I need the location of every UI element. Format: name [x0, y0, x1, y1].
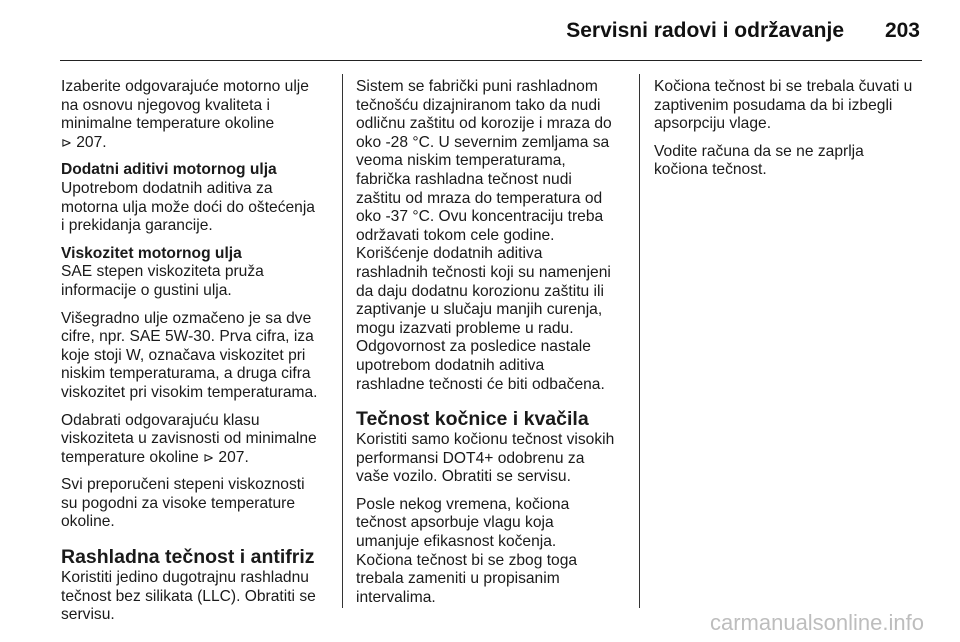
column-2	[356, 78, 628, 616]
header-divider	[60, 60, 922, 61]
subheading: Viskozitet motornog ulja	[61, 244, 242, 262]
paragraph: Kočiona tečnost bi se trebala čuvati u zaptivenim posudama da bi izbegli apsorpciju vlage.	[654, 78, 913, 133]
paragraph-text: Izaberite odgovarajuće motorno ulje na osnovu njegovog kvaliteta i minimalne temperature okoline	[61, 78, 309, 133]
reference-arrow-icon: ⊳	[61, 134, 72, 150]
subheading: Dodatni aditivi motornog ulja	[61, 161, 277, 179]
page-number: 203	[884, 19, 920, 42]
paragraph-text: Odabrati odgovarajuću klasu viskoziteta u zavisnosti od minimalne temperature okoline	[61, 411, 317, 466]
paragraph: Upotrebom dodatnih aditiva za motorna ulja može doći do oštećenja i prekidanja garancije.	[61, 179, 315, 235]
paragraph	[61, 412, 336, 468]
section-heading: Rashladna tečnost i antifriz	[61, 546, 315, 569]
paragraph: Koristiti samo kočionu tečnost visokih performansi DOT4+ odobrenu za vaše vozilo. Obratiti se servisu.	[356, 431, 615, 486]
page-reference[interactable]: 207.	[218, 448, 249, 466]
column-3	[654, 78, 929, 189]
paragraph: Posle nekog vremena, kočiona tečnost apsorbuje vlagu koja umanjuje efikasnost kočenja. Kočiona tečnost bi se zbog toga trebala zameniti u propisanim intervalima.	[356, 495, 578, 606]
reference-arrow-icon: ⊳	[203, 449, 215, 465]
paragraph: Svi preporučeni stepeni viskoznosti su pogodni za visoke temperature okoline.	[61, 476, 305, 531]
column-divider	[342, 74, 343, 608]
column-divider	[639, 74, 640, 608]
column-1	[61, 78, 336, 634]
page-reference[interactable]: 207.	[76, 133, 107, 151]
paragraph: Vodite računa da se ne zaprlja kočiona tečnost.	[654, 142, 864, 179]
paragraph: Koristiti jedino dugotrajnu rashladnu tečnost bez silikata (LLC). Obratiti se servisu.	[61, 569, 316, 624]
paragraph	[61, 78, 336, 152]
section-title: Servisni radovi i održavanje	[566, 19, 844, 42]
paragraph: SAE stepen viskoziteta pruža informacije o gustini ulja.	[61, 263, 264, 299]
page-header	[0, 0, 960, 60]
watermark: carmanualsonline.info	[709, 610, 924, 635]
paragraph: Sistem se fabrički puni rashladnom tečnošću dizajniranom tako da nudi odličnu zaštitu od korozije i mraza do oko -28 °C. U severnim zemljama sa veoma niskim temperaturama, fabrička rashladna tečnost nudi zaštitu od mraza do temperatura od oko -37 °C. Ovu koncentraciju treba održavati tokom cele godine. Korišćenje dodatnih aditiva rashladnih tečnosti koji su namenjeni da daju dodatnu korozionu zaštitu ili zaptivanje u slučaju manjih curenja, mogu izazvati probleme u radu. Odgovornost za posledice nastale upotrebom dodatnih aditiva rashladne tečnosti će biti odbačena.	[356, 78, 612, 393]
section-heading: Tečnost kočnice i kvačila	[356, 408, 589, 431]
paragraph: Višegradno ulje ozmačeno je sa dve cifre, npr. SAE 5W-30. Prva cifra, iza koje stoji W, označava viskozitet pri niskim temperaturama, a druga cifra viskozitet pri visokim temperaturama.	[61, 309, 318, 401]
